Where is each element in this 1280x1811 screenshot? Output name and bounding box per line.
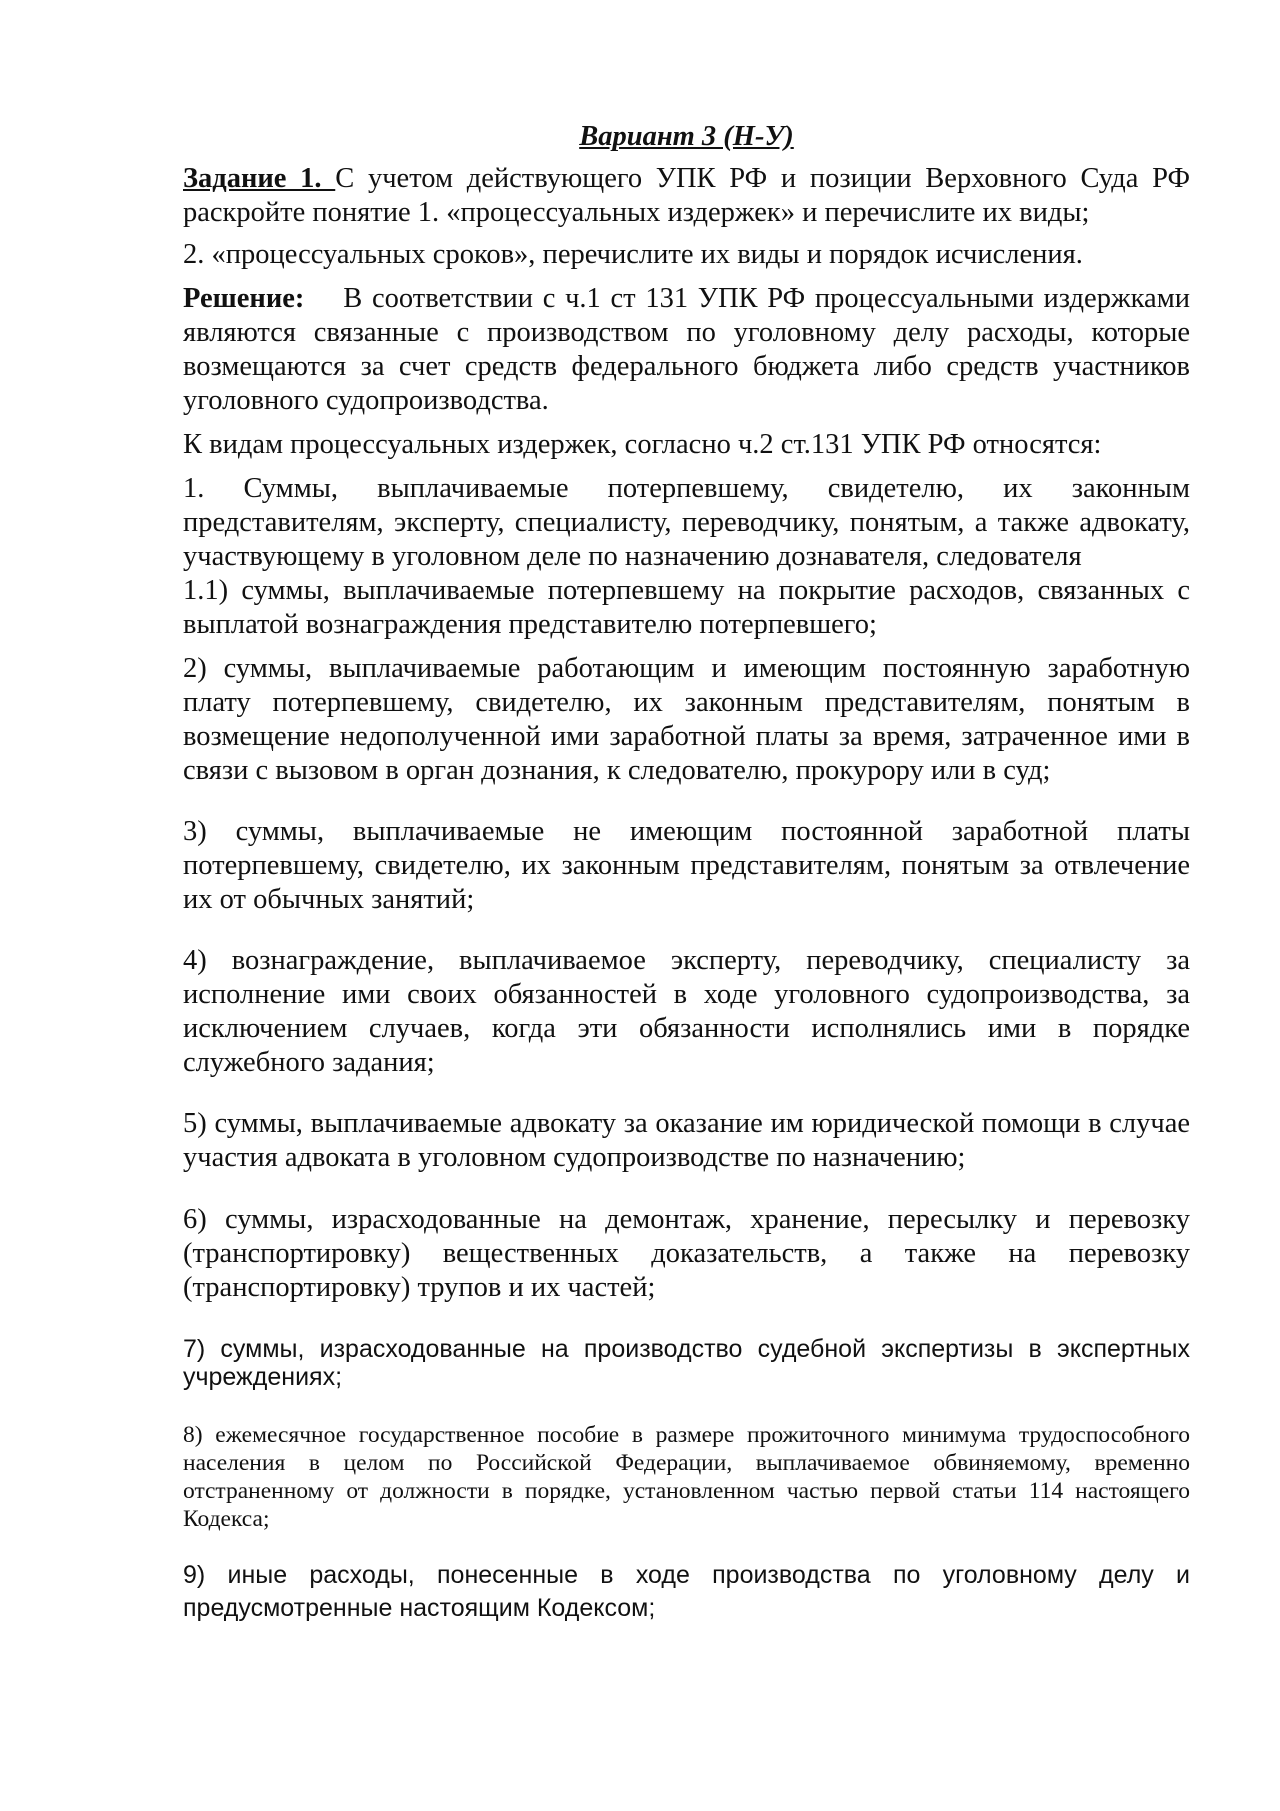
list-item-1-1: 1.1) суммы, выплачиваемые потерпевшему на покрытие расходов, связанных с выплатой вознаграждения представителю потерпевшего; [183, 575, 1190, 640]
list-item-9: 9) иные расходы, понесенные в ходе производства по уголовному делу и предусмотренные настоящим Кодексом; [183, 1561, 1190, 1622]
list-item-6: 6) суммы, израсходованные на демонтаж, хранение, пересылку и перевозку (транспортировку) вещественных доказательств, а также на перевозку (транспортировку) трупов и их частей; [183, 1204, 1190, 1303]
list-item-7: 7) суммы, израсходованные на производство судебной экспертизы в экспертных учреждениях; [183, 1335, 1190, 1391]
list-item-8: 8) ежемесячное государственное пособие в размере прожиточного минимума трудоспособного населения в целом по Российской Федерации, выплачиваемое обвиняемому, временно отстраненному от должности в порядке, установленном частью первой статьи 114 настоящего Кодекса; [183, 1422, 1190, 1532]
kinds-intro: К видам процессуальных издержек, согласно ч.2 ст.131 УПК РФ относятся: [183, 429, 1102, 460]
solution-paragraph [183, 282, 1190, 418]
list-item-4: 4) вознаграждение, выплачиваемое эксперту, переводчику, специалисту за исполнение ими своих обязанностей в ходе уголовного судопроизводства, за исключением случаев, когда эти обязанности исполнялись ими в порядке служебного задания; [183, 945, 1190, 1078]
task-text: С учетом действующего УПК РФ и позиции Верховного Суда РФ раскройте понятие 1. «процессуальных издержек» и перечислите их виды; [183, 163, 1191, 228]
page-title: Вариант 3 (Н-У) [579, 121, 794, 152]
task-paragraph-2: 2. «процессуальных сроков», перечислите их виды и порядок исчисления. [183, 239, 1083, 270]
solution-label: Решение: [183, 283, 305, 314]
list-item-3: 3) суммы, выплачиваемые не имеющим постоянной заработной платы потерпевшему, свидетелю, их законным представителям, понятым за отвлечение их от обычных занятий; [183, 816, 1190, 915]
task-label: Задание 1. [183, 163, 336, 194]
list-item-2: 2) суммы, выплачиваемые работающим и имеющим постоянную заработную плату потерпевшему, свидетелю, их законным представителям, понятым в возмещение недополученной ими заработной платы за время, затраченное ими в связи с вызовом в орган дознания, к следователю, прокурору или в суд; [183, 653, 1190, 786]
document-body [183, 120, 1190, 1625]
list-item-1: 1. Суммы, выплачиваемые потерпевшему, свидетелю, их законным представителям, эксперту, специалисту, переводчику, понятым, а также адвокату, участвующему в уголовном деле по назначению дознавателя, следователя [183, 473, 1190, 572]
list-item-5: 5) суммы, выплачиваемые адвокату за оказание им юридической помощи в случае участия адвоката в уголовном судопроизводстве по назначению; [183, 1108, 1190, 1173]
task-paragraph [183, 162, 1190, 230]
solution-text: В соответствии с ч.1 ст 131 УПК РФ процессуальными издержками являются связанные с производством по уголовному делу расходы, которые возмещаются за счет средств федерального бюджета либо средств участников уголовного судопроизводства. [183, 283, 1190, 416]
